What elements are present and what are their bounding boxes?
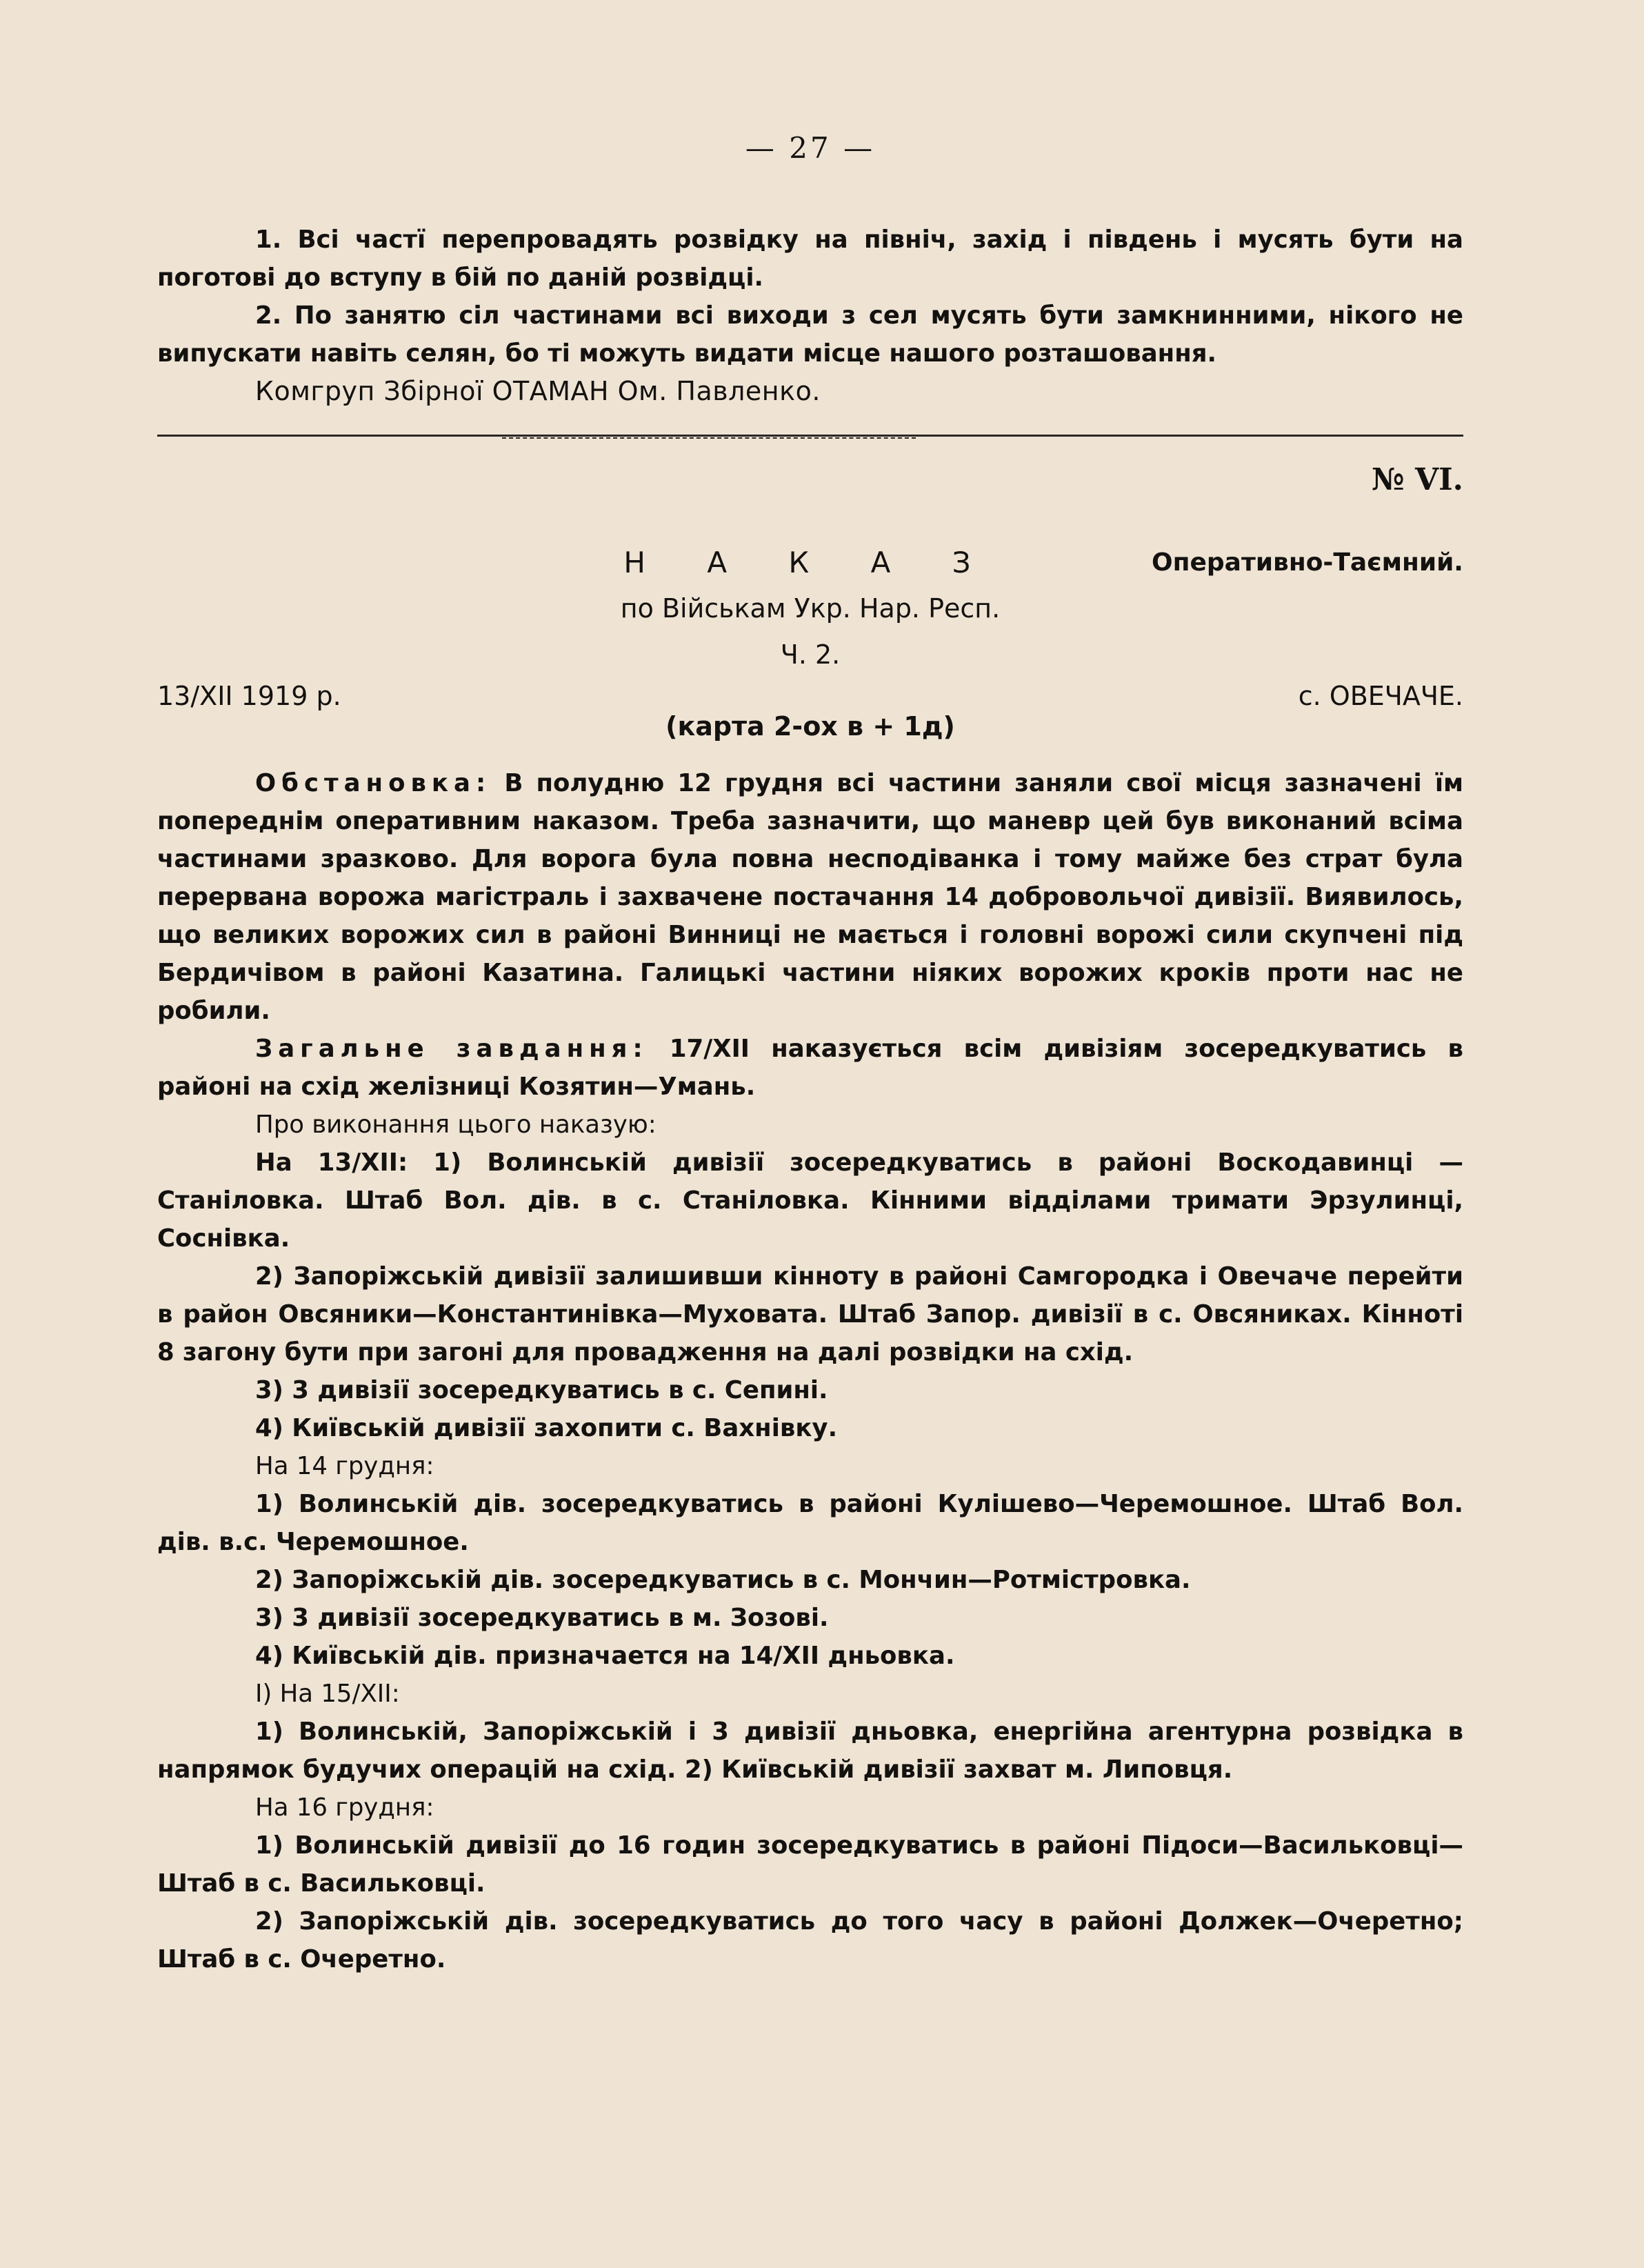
intro-section <box>157 221 1463 410</box>
day14-item-2: 2) Запоріжській дів. зосередкуватись в с. Мончин—Ротмістровка. <box>255 1566 1191 1594</box>
day15-item-1: 1) Волинській, Запоріжській і 3 дивізії дньовка, енергійна агентурна розвідка в напрямок будучих операцій на схід. 2) Київській дивізії захват м. Липовця. <box>157 1718 1463 1784</box>
order-subtitle-row <box>157 590 1463 628</box>
page-number: — 27 — <box>745 131 876 165</box>
execution-line: Про виконання цього наказую: <box>255 1111 656 1139</box>
section-divider-dashed <box>502 437 916 439</box>
intro-paragraph-1: 1. Всі частї перепровадять розвідку на північ, захід і південь і мусять бути на поготові до вступу в бій по даній розвідці. <box>157 226 1463 292</box>
day14-heading: На 14 грудня: <box>255 1452 434 1480</box>
task-text: 17/XII наказується всім дивізіям зосередкуватись в районі на схід желізниці Козятин—Умань. <box>157 1035 1464 1101</box>
day16-heading: На 16 грудня: <box>255 1793 434 1822</box>
order-place: с. ОВЕЧАЧЕ. <box>1298 681 1463 711</box>
day14-item-3: 3) 3 дивізії зосередкуватись в м. Зозові. <box>255 1604 829 1632</box>
day13-item-1: На 13/XII: 1) Волинській дивізії зосередкуватись в районі Воскодавинці — Станіловка. Штаб Вол. дів. в с. Станіловка. Кінними відділами тримати Эрзулинці, Соснівка. <box>157 1148 1463 1253</box>
order-part: Ч. 2. <box>780 639 841 670</box>
order-map-note: (карта 2-ох в + 1д) <box>665 711 955 742</box>
order-subtitle: по Військам Укр. Нар. Респ. <box>620 593 1001 624</box>
day13-item-3: 3) 3 дивізії зосередкуватись в с. Сепині. <box>255 1376 828 1404</box>
document-page <box>157 131 1463 2131</box>
situation-paragraph <box>157 764 1463 1030</box>
situation-text: В полудню 12 грудня всі частини заняли свої місця зазначені їм попереднім оперативним наказом. Треба зазначити, що маневр цей був виконаний всіма частинами зразково. Для ворога була повна несподіванка і тому майже без страт була перервана ворожа магістраль і захвачене постачання 14 добровольчої дивізії. Виявилось, що великих ворожих сил в районі Винниці не мається і головні ворожі сили скупчені під Бердичівом в районі Казатина. Галицькі частини ніяких ворожих кроків проти нас не робили. <box>157 769 1463 1025</box>
order-part-row <box>157 636 1463 674</box>
order-map-row <box>157 708 1463 746</box>
signature-line: Комгруп Збірної ОТАМАН Ом. Павленко. <box>255 376 821 406</box>
section-divider <box>157 435 1463 437</box>
day14-item-1: 1) Волинській дів. зосередкуватись в районі Кулішево—Черемошное. Штаб Вол. дів. в.с. Черемошное. <box>157 1490 1463 1556</box>
order-body <box>157 764 1463 1978</box>
day16-item-2: 2) Запоріжській дів. зосередкуватись до того часу в районі Должек—Очеретно; Штаб в с. Очеретно. <box>157 1907 1463 1973</box>
day13-item-4: 4) Київській дивізії захопити с. Вахнівку. <box>255 1414 838 1442</box>
situation-label: Обстановка: <box>255 769 492 797</box>
order-number: № VI. <box>1371 462 1463 497</box>
task-paragraph <box>157 1030 1463 1106</box>
order-classification: Оперативно-Таємний. <box>1152 548 1463 577</box>
day14-item-4: 4) Київській дів. призначается на 14/XII дньовка. <box>255 1642 955 1670</box>
order-title: Н А К А З <box>623 546 997 579</box>
order-date: 13/XII 1919 р. <box>157 681 341 711</box>
day15-heading: I) На 15/XII: <box>255 1680 400 1708</box>
day13-item-2: 2) Запоріжській дивізії залишивши кінноту в районі Самгородка і Овечаче перейти в район Овсяники—Константинівка—Муховата. Штаб Запор. дивізії в с. Овсяниках. Кінноті 8 загону бути при загоні для провадження на далі розвідки на схід. <box>157 1262 1463 1366</box>
day16-item-1: 1) Волинській дивізії до 16 годин зосередкуватись в районі Підоси—Васильковці—Штаб в с. Васильковці. <box>157 1831 1463 1898</box>
intro-paragraph-2: 2. По занятю сіл частинами всі виходи з сел мусять бути замкнинними, нікого не випускати навіть селян, бо ті можуть видати місце нашого розташовання. <box>157 301 1463 368</box>
order-title-row <box>157 544 1463 581</box>
task-label: Загальне завдання: <box>255 1035 648 1063</box>
